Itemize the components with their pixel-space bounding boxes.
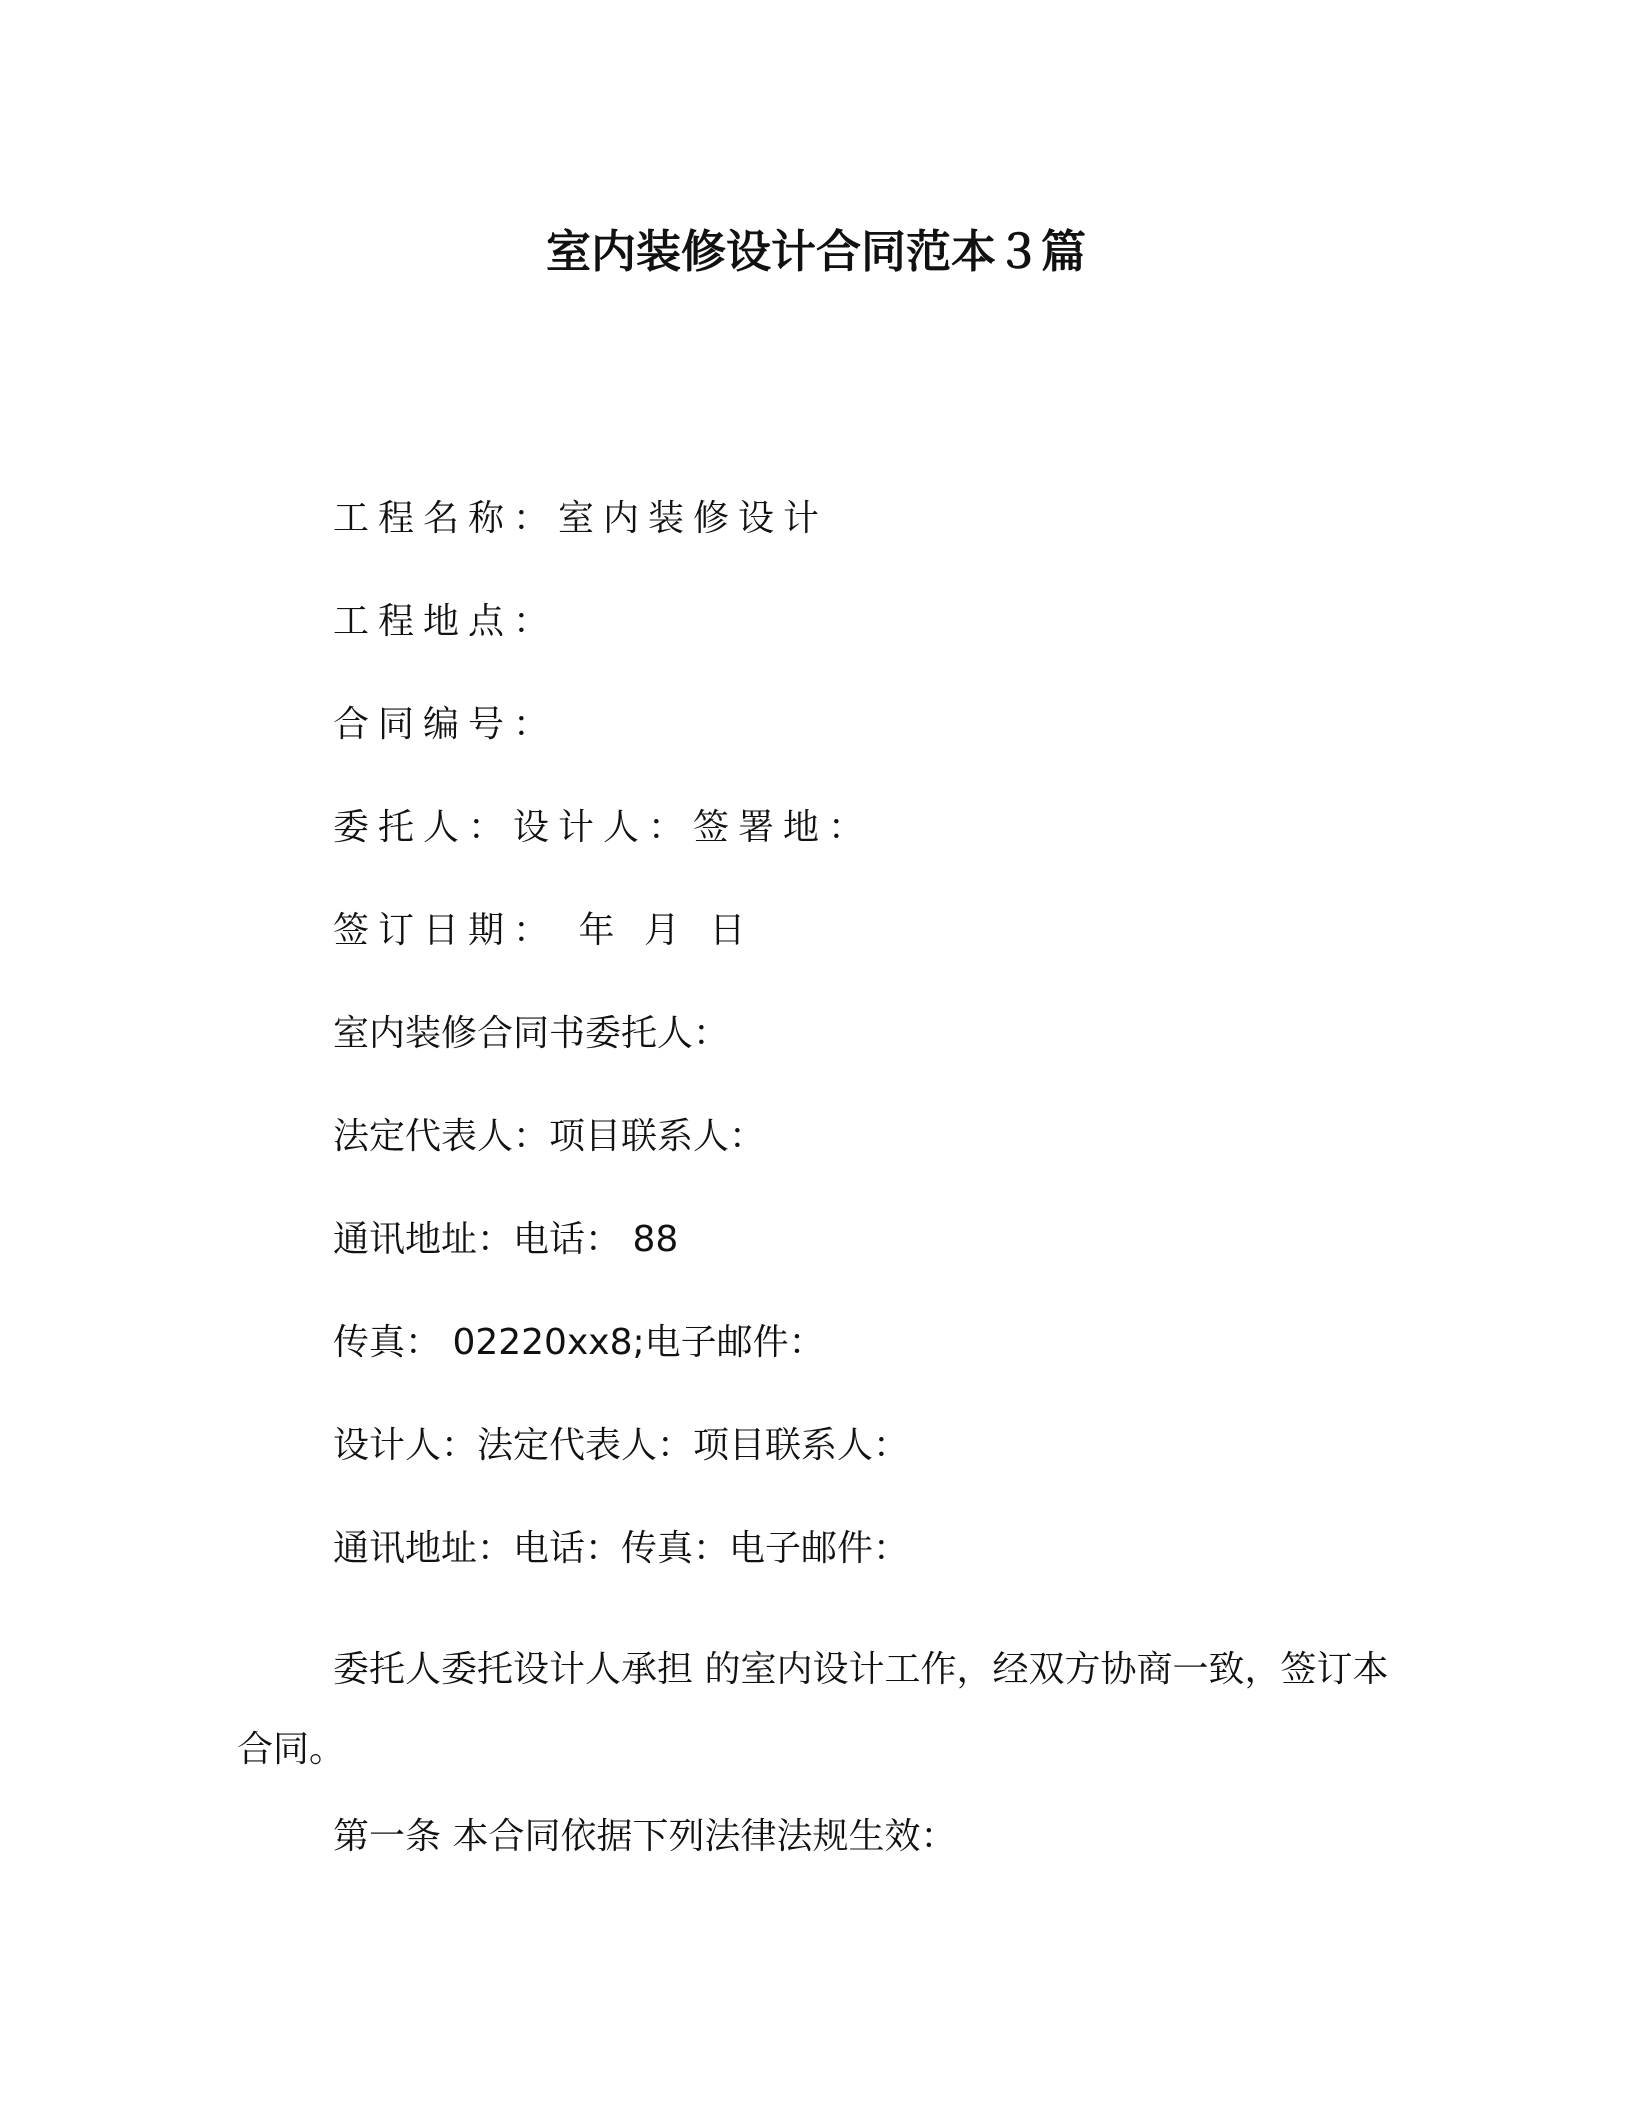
client-fax-email-line: 传真： 02220xx8;电子邮件： [333,1322,825,1363]
designer-line: 设计人：法定代表人：项目联系人： [333,1425,910,1466]
project-name-line: 工程名称：室内装修设计 [333,498,829,539]
project-location-line: 工程地点： [333,601,559,642]
signing-date-line: 签订日期： 年 月 日 [333,910,755,951]
client-representative-line: 法定代表人：项目联系人： [333,1116,766,1157]
document-title: 室内装修设计合同范本３篇 [545,225,1086,278]
client-address-phone-line: 通讯地址：电话： 88 [333,1219,679,1260]
parties-line: 委托人：设计人：签署地： [333,807,874,848]
client-line: 室内装修合同书委托人： [333,1013,730,1054]
intro-paragraph: 委托人委托设计人承担 的室内设计工作，经双方协商一致，签订本合同。 [237,1649,1389,1770]
article-1-heading: 第一条 本合同依据下列法律法规生效： [333,1816,957,1857]
contract-number-line: 合同编号： [333,704,559,745]
designer-contact-line: 通讯地址：电话：传真：电子邮件： [333,1528,910,1569]
